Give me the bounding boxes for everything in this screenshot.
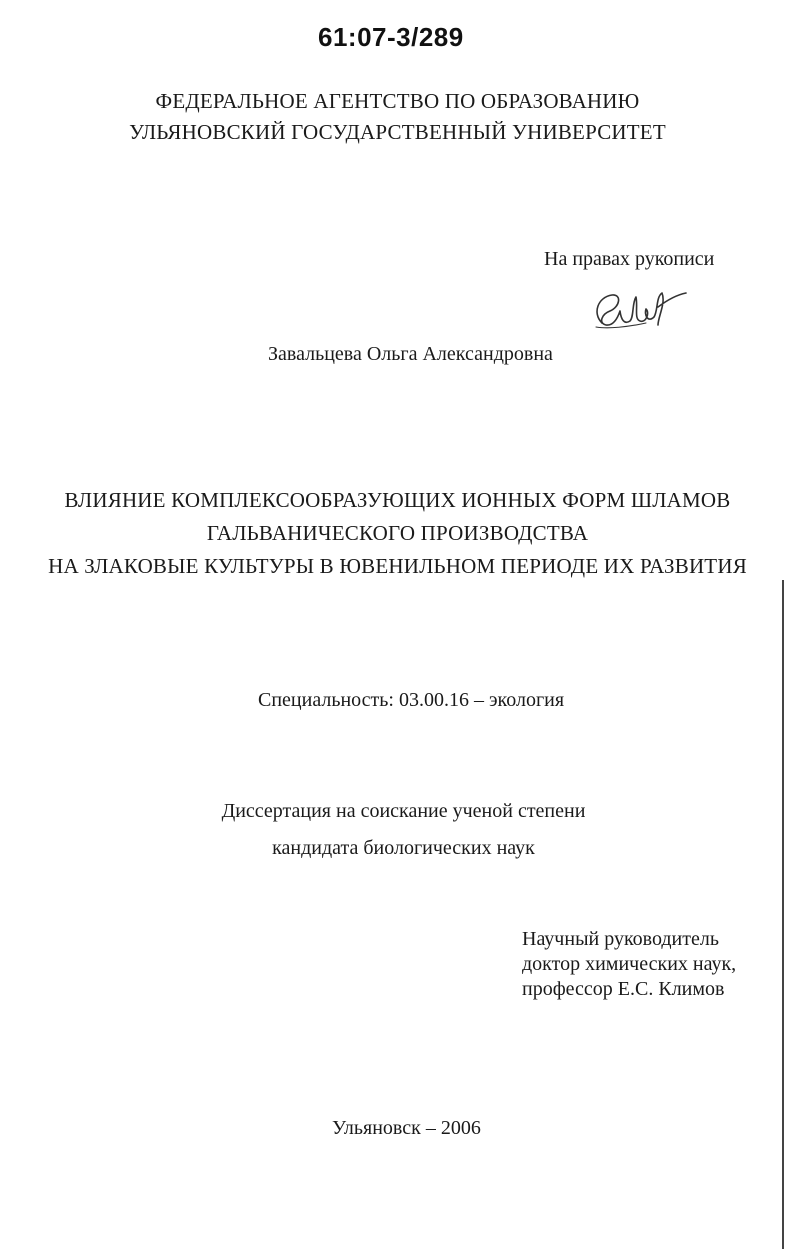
supervisor-role: Научный руководитель [522, 928, 719, 950]
title-line-3: НА ЗЛАКОВЫЕ КУЛЬТУРЫ В ЮВЕНИЛЬНОМ ПЕРИОДЕ ИХ РАЗВИТИЯ [48, 554, 747, 578]
archive-code: 61:07-3/289 [318, 22, 464, 52]
agency-name: ФЕДЕРАЛЬНОЕ АГЕНТСТВО ПО ОБРАЗОВАНИЮ [155, 89, 640, 113]
handwritten-signature [588, 283, 688, 333]
city-year: Ульяновск – 2006 [332, 1117, 481, 1139]
degree-statement [0, 793, 795, 867]
scan-edge-line [782, 580, 784, 1249]
dissertation-title [0, 484, 795, 583]
supervisor-block [522, 927, 736, 1002]
supervisor-degree: доктор химических наук, [522, 953, 737, 975]
header-block [0, 86, 795, 148]
supervisor-name: профессор Е.С. Климов [522, 978, 725, 1000]
degree-line-2: кандидата биологических наук [272, 837, 535, 859]
degree-line-1: Диссертация на соискание ученой степени [221, 800, 586, 822]
author-name: Завальцева Ольга Александровна [268, 343, 553, 365]
specialty: Специальность: 03.00.16 – экология [258, 689, 565, 711]
title-line-2: ГАЛЬВАНИЧЕСКОГО ПРОИЗВОДСТВА [206, 521, 589, 545]
university-name: УЛЬЯНОВСКИЙ ГОСУДАРСТВЕННЫЙ УНИВЕРСИТЕТ [129, 120, 666, 144]
rights-note: На правах рукописи [544, 248, 715, 270]
title-line-1: ВЛИЯНИЕ КОМПЛЕКСООБРАЗУЮЩИХ ИОННЫХ ФОРМ ШЛАМОВ [64, 488, 731, 512]
